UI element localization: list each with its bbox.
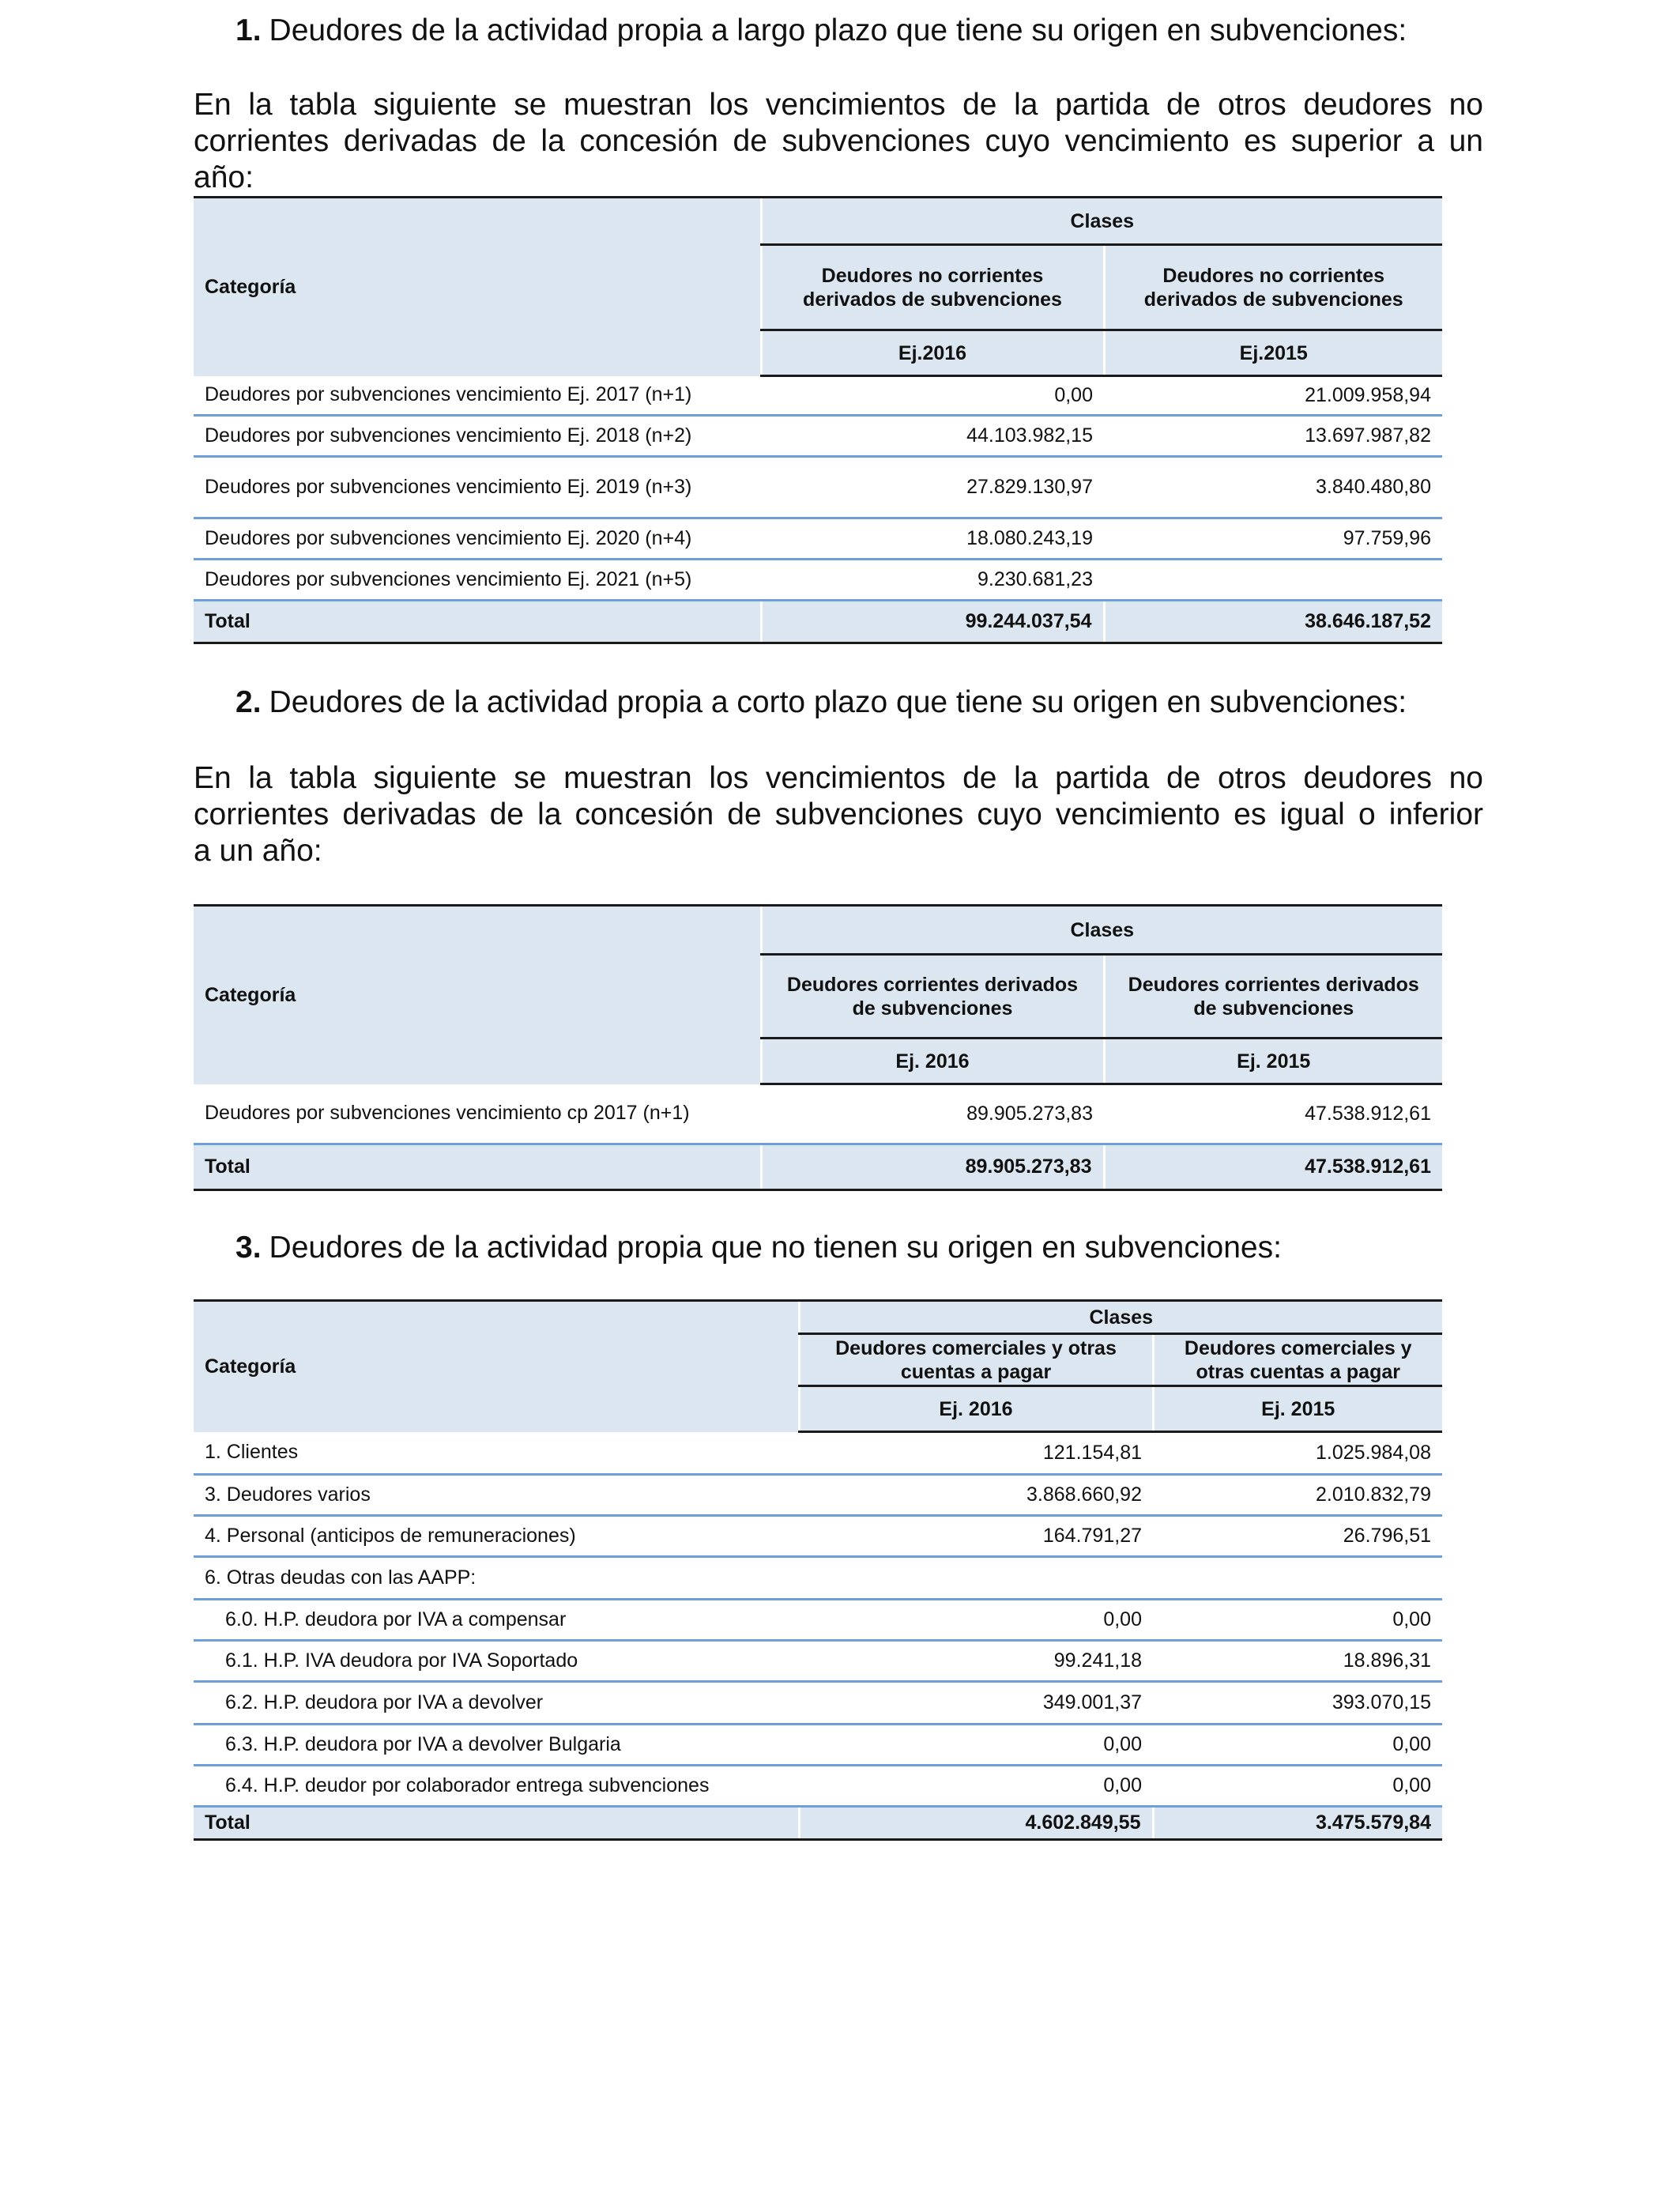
value-2015: 21.009.958,94: [1104, 376, 1442, 416]
value-2016: 89.905.273,83: [761, 1084, 1104, 1144]
table-row: [194, 376, 1442, 416]
row-label: Deudores por subvenciones vencimiento Ej. 2019 (n+3): [194, 457, 761, 518]
table-row: [194, 1766, 1442, 1807]
row-label: Deudores por subvenciones vencimiento Ej. 2017 (n+1): [194, 376, 761, 416]
column-header-2015: Deudores comerciales y otras cuentas a pagar: [1153, 1334, 1442, 1386]
value-2016: 44.103.982,15: [761, 416, 1104, 457]
section-1-number: 1.: [235, 13, 262, 47]
category-header: Categoría: [194, 1301, 799, 1432]
total-label: Total: [194, 1144, 761, 1190]
year-header-2015: Ej. 2015: [1153, 1386, 1442, 1432]
section-2-number: 2.: [235, 685, 262, 719]
total-row: [194, 601, 1442, 643]
table-row: [194, 1641, 1442, 1682]
value-2016: 9.230.681,23: [761, 560, 1104, 601]
value-2016: 18.080.243,19: [761, 518, 1104, 560]
row-label: Deudores por subvenciones vencimiento Ej. 2021 (n+5): [194, 560, 761, 601]
total-row: [194, 1807, 1442, 1840]
year-header-2016: Ej.2016: [761, 330, 1104, 376]
table-row: [194, 1725, 1442, 1766]
section-3-number: 3.: [235, 1231, 262, 1265]
section-1-heading: [235, 13, 1407, 49]
table-row: [194, 1084, 1442, 1144]
row-label: Deudores por subvenciones vencimiento Ej. 2020 (n+4): [194, 518, 761, 560]
clases-header: Clases: [761, 906, 1442, 955]
paragraph-line: año:: [194, 160, 254, 194]
value-2015: 0,00: [1153, 1600, 1442, 1641]
section-2-paragraph: [194, 760, 1483, 869]
table-row: [194, 416, 1442, 457]
total-label: Total: [194, 601, 761, 643]
value-2015: [1104, 560, 1442, 601]
category-header: Categoría: [194, 906, 761, 1084]
table-row: [194, 457, 1442, 518]
table-row: [194, 1682, 1442, 1725]
value-2016: 27.829.130,97: [761, 457, 1104, 518]
row-label: 6.4. H.P. deudor por colaborador entrega subvenciones: [194, 1766, 799, 1807]
year-header-2016: Ej. 2016: [799, 1386, 1153, 1432]
value-2016: 0,00: [799, 1600, 1153, 1641]
table-row: [194, 518, 1442, 560]
row-label: 3. Deudores varios: [194, 1475, 799, 1516]
total-label: Total: [194, 1807, 799, 1840]
value-2016: 349.001,37: [799, 1682, 1153, 1725]
total-2016: 99.244.037,54: [761, 601, 1104, 643]
row-label: 4. Personal (anticipos de remuneraciones): [194, 1516, 799, 1557]
row-label: Deudores por subvenciones vencimiento cp 2017 (n+1): [194, 1084, 761, 1144]
paragraph-line: a un año:: [194, 834, 322, 868]
value-2015: 18.896,31: [1153, 1641, 1442, 1682]
table-row: [194, 1557, 1442, 1600]
value-2015: 0,00: [1153, 1725, 1442, 1766]
row-label: 6.0. H.P. deudora por IVA a compensar: [194, 1600, 799, 1641]
section-2-title: Deudores de la actividad propia a corto plazo que tiene su origen en subvenciones:: [269, 685, 1407, 719]
value-2016: 3.868.660,92: [799, 1475, 1153, 1516]
value-2016: 0,00: [761, 376, 1104, 416]
total-row: [194, 1144, 1442, 1190]
value-2015: 13.697.987,82: [1104, 416, 1442, 457]
category-header: Categoría: [194, 198, 761, 376]
column-header-2016: Deudores no corrientes derivados de subvenciones: [761, 245, 1104, 330]
value-2016: 0,00: [799, 1766, 1153, 1807]
value-2015: 47.538.912,61: [1104, 1084, 1442, 1144]
table-other-debtors: [194, 1299, 1442, 1841]
section-3-title: Deudores de la actividad propia que no tienen su origen en subvenciones:: [269, 1231, 1282, 1265]
total-2016: 4.602.849,55: [799, 1807, 1153, 1840]
section-3-heading: [235, 1230, 1282, 1266]
value-2015: 2.010.832,79: [1153, 1475, 1442, 1516]
clases-header: Clases: [799, 1301, 1442, 1334]
section-2-heading: [235, 684, 1407, 721]
value-2015: 393.070,15: [1153, 1682, 1442, 1725]
value-2015: 3.840.480,80: [1104, 457, 1442, 518]
column-header-2015: Deudores no corrientes derivados de subvenciones: [1104, 245, 1442, 330]
column-header-2016: Deudores comerciales y otras cuentas a pagar: [799, 1334, 1153, 1386]
value-2016: 164.791,27: [799, 1516, 1153, 1557]
total-2015: 3.475.579,84: [1153, 1807, 1442, 1840]
paragraph-line: corrientes derivadas de la concesión de subvenciones cuyo vencimiento es superior a un: [194, 124, 1483, 158]
column-header-2016: Deudores corrientes derivados de subvenciones: [761, 955, 1104, 1039]
table-row: [194, 1432, 1442, 1475]
total-2016: 89.905.273,83: [761, 1144, 1104, 1190]
clases-header: Clases: [761, 198, 1442, 245]
value-2015: [1153, 1557, 1442, 1600]
year-header-2016: Ej. 2016: [761, 1039, 1104, 1084]
value-2016: [799, 1557, 1153, 1600]
total-2015: 47.538.912,61: [1104, 1144, 1442, 1190]
section-1-paragraph: [194, 87, 1483, 196]
value-2015: 0,00: [1153, 1766, 1442, 1807]
table-row: [194, 560, 1442, 601]
year-header-2015: Ej.2015: [1104, 330, 1442, 376]
value-2015: 26.796,51: [1153, 1516, 1442, 1557]
row-label: 1. Clientes: [194, 1432, 799, 1475]
paragraph-line: En la tabla siguiente se muestran los vencimientos de la partida de otros deudores no: [194, 761, 1483, 795]
value-2015: 97.759,96: [1104, 518, 1442, 560]
row-label: Deudores por subvenciones vencimiento Ej. 2018 (n+2): [194, 416, 761, 457]
column-header-2015: Deudores corrientes derivados de subvenciones: [1104, 955, 1442, 1039]
row-label: 6. Otras deudas con las AAPP:: [194, 1557, 799, 1600]
table-long-term-debtors: [194, 196, 1442, 644]
value-2015: 1.025.984,08: [1153, 1432, 1442, 1475]
paragraph-line: En la tabla siguiente se muestran los vencimientos de la partida de otros deudores no: [194, 88, 1483, 122]
value-2016: 99.241,18: [799, 1641, 1153, 1682]
table-row: [194, 1516, 1442, 1557]
value-2016: 121.154,81: [799, 1432, 1153, 1475]
table-row: [194, 1600, 1442, 1641]
section-1-title: Deudores de la actividad propia a largo plazo que tiene su origen en subvenciones:: [269, 13, 1407, 47]
year-header-2015: Ej. 2015: [1104, 1039, 1442, 1084]
row-label: 6.2. H.P. deudora por IVA a devolver: [194, 1682, 799, 1725]
table-row: [194, 1475, 1442, 1516]
value-2016: 0,00: [799, 1725, 1153, 1766]
table-short-term-debtors: [194, 904, 1442, 1191]
paragraph-line: corrientes derivadas de la concesión de subvenciones cuyo vencimiento es igual o inferior: [194, 797, 1483, 831]
row-label: 6.3. H.P. deudora por IVA a devolver Bulgaria: [194, 1725, 799, 1766]
total-2015: 38.646.187,52: [1104, 601, 1442, 643]
row-label: 6.1. H.P. IVA deudora por IVA Soportado: [194, 1641, 799, 1682]
